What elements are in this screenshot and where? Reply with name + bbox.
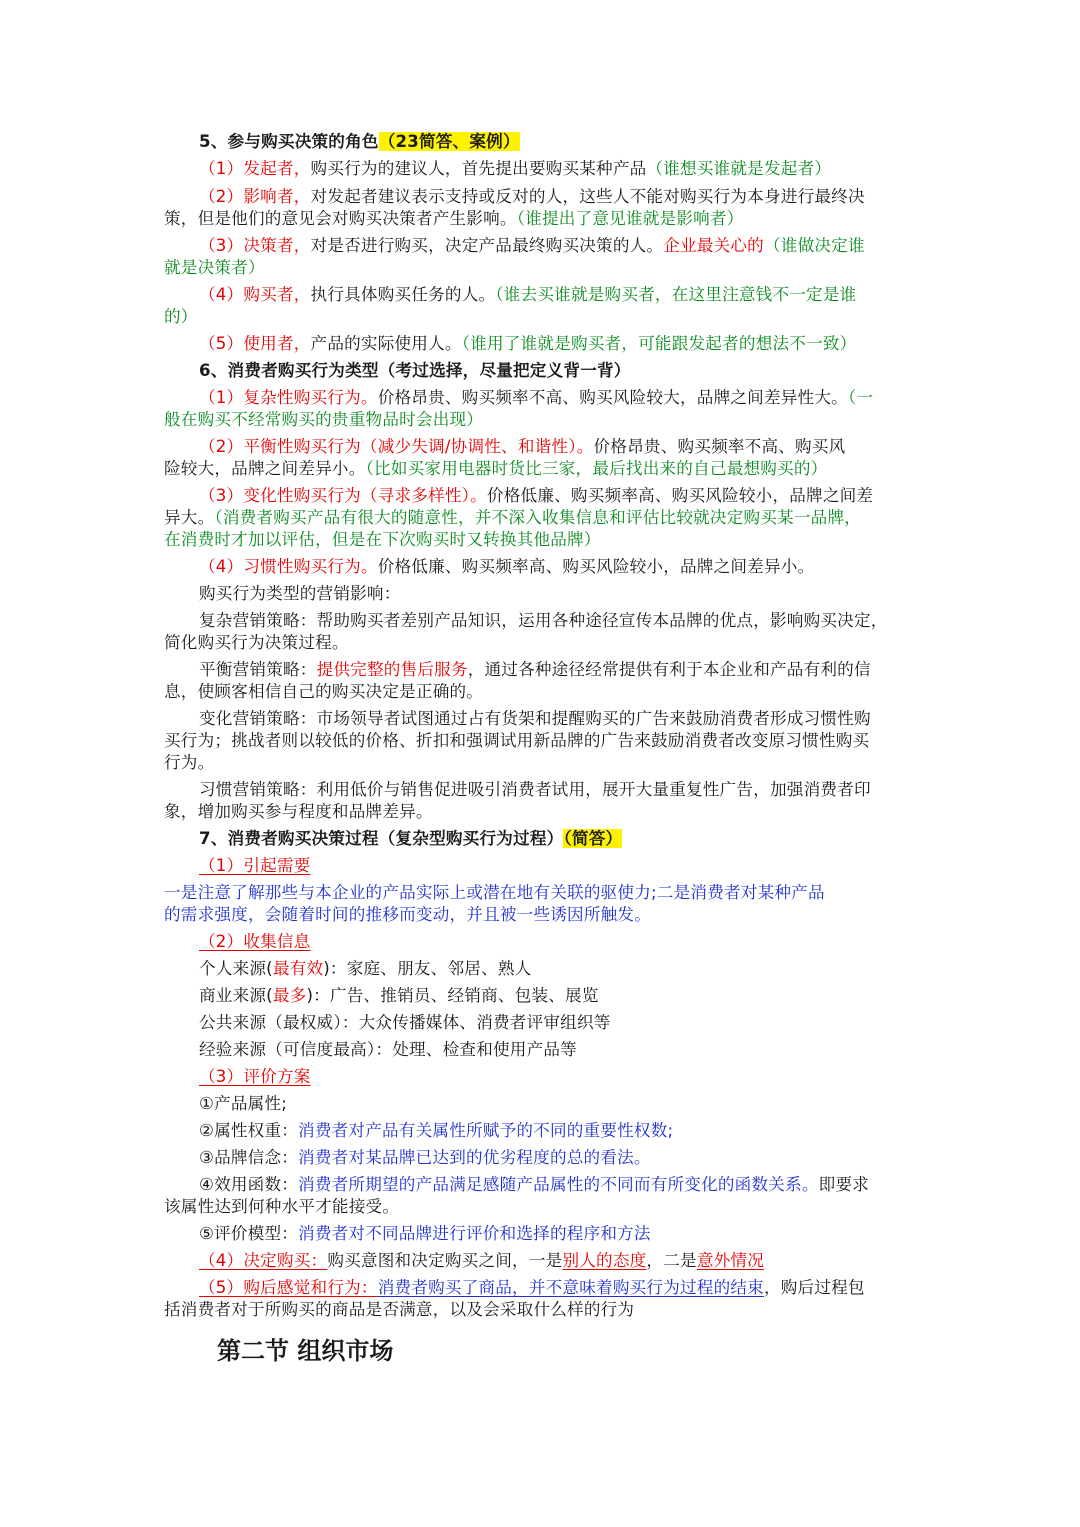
s6-strategy-variety-cont: 买行为；挑战者则以较低的价格、折扣和强调试用新品牌的广告来鼓励消费者改变原习惯性购买 [164, 731, 870, 750]
s7-source-public: 公共来源（最权威）：大众传播媒体、消费者评审组织等 [199, 1013, 611, 1032]
s7-eval-4-cont: 该属性达到何种水平才能接受。 [164, 1197, 400, 1216]
s5-heading [199, 131, 959, 153]
s7-source-personal: 个人来源(最有效)：家庭、朋友、邻居、熟人 [199, 959, 532, 978]
s5-title: 5、参与购买决策的角色 [199, 132, 379, 151]
s5-role-4: （4）购买者，执行具体购买任务的人。（谁去买谁就是购买者，在这里注意钱不一定是谁 [199, 285, 857, 304]
s5-role-4-cont: 的） [164, 307, 198, 326]
s7-step-5-cont: 括消费者对于所购买的商品是否满意，以及会采取什么样的行为 [164, 1300, 635, 1319]
s6-heading: 6、消费者购买行为类型（考过选择，尽量把定义背一背） [199, 361, 631, 380]
s7-heading: 7、消费者购买决策过程（复杂型购买行为过程）（简答） [199, 829, 623, 848]
s6-strategy-complex-cont: 简化购买行为决策过程。 [164, 633, 349, 652]
s6-influence-title: 购买行为类型的营销影响： [199, 584, 401, 603]
s6-strategy-balance-cont: 息，使顾客相信自己的购买决定是正确的。 [164, 682, 484, 701]
s7-eval-1: ①产品属性; [199, 1094, 288, 1113]
s5-role-1: （1）发起者，购买行为的建议人，首先提出要购买某种产品（谁想买谁就是发起者） [199, 159, 832, 178]
s6-type-2: （2）平衡性购买行为（减少失调/协调性、和谐性）。价格昂贵、购买频率不高、购买风 [199, 437, 846, 456]
s5-role-5: （5）使用者，产品的实际使用人。（谁用了谁就是购买者，可能跟发起者的想法不一致） [199, 334, 857, 353]
s7-step-4: （4）决定购买：购买意图和决定购买之间，一是别人的态度，二是意外情况 [199, 1251, 764, 1270]
s6-type-1-cont: 般在购买不经常购买的贵重物品时会出现） [164, 410, 484, 429]
s7-source-experience: 经验来源（可信度最高）：处理、检查和使用产品等 [199, 1040, 577, 1059]
s6-type-3-cont2: 在消费时才加以评估，但是在下次购买时又转换其他品牌） [164, 530, 601, 549]
s6-strategy-complex: 复杂营销策略：帮助购买者差别产品知识，运用各种途径宣传本品牌的优点，影响购买决定， [199, 611, 888, 630]
s5-tag: （23简答、案例） [378, 132, 520, 151]
s7-eval-4: ④效用函数：消费者所期望的产品满足感随产品属性的不同而有所变化的函数关系。即要求 [199, 1175, 870, 1194]
s5-role-2: （2）影响者，对发起者建议表示支持或反对的人，这些人不能对购买行为本身进行最终决 [199, 187, 865, 206]
s7-eval-5: ⑤评价模型：消费者对不同品牌进行评价和选择的程序和方法 [199, 1224, 651, 1243]
s7-step-1-text-cont: 的需求强度，会随着时间的推移而变动，并且被一些诱因所触发。 [164, 905, 652, 924]
s7-step-1-label: （1）引起需要 [199, 856, 311, 875]
section-title: 第二节 组织市场 [217, 1337, 394, 1365]
s7-source-commercial: 商业来源(最多)：广告、推销员、经销商、包装、展览 [199, 986, 599, 1005]
s6-strategy-habit: 习惯营销策略：利用低价与销售促进吸引消费者试用，展开大量重复性广告，加强消费者印 [199, 780, 871, 799]
s6-type-3: （3）变化性购买行为（寻求多样性）。价格低廉、购买频率高、购买风险较小，品牌之间差 [199, 486, 874, 505]
s6-type-3-cont: 异大。（消费者购买产品有很大的随意性，并不深入收集信息和评估比较就决定购买某一品牌， [164, 508, 862, 527]
s6-strategy-variety-cont2: 行为。 [164, 753, 215, 772]
s6-type-1: （1）复杂性购买行为。价格昂贵、购买频率不高、购买风险较大，品牌之间差异性大。（一 [199, 388, 874, 407]
s7-step-3-label: （3）评价方案 [199, 1067, 311, 1086]
s7-eval-3: ③品牌信念：消费者对某品牌已达到的优劣程度的总的看法。 [199, 1148, 651, 1167]
s7-step-2-label: （2）收集信息 [199, 932, 311, 951]
s6-type-4: （4）习惯性购买行为。价格低廉、购买频率高、购买风险较小，品牌之间差异小。 [199, 557, 815, 576]
s5-role-2-cont: 策，但是他们的意见会对购买决策者产生影响。（谁提出了意见谁就是影响者） [164, 209, 744, 228]
s6-strategy-habit-cont: 象，增加购买参与程度和品牌差异。 [164, 802, 433, 821]
s6-type-2-cont: 险较大，品牌之间差异小。（比如买家用电器时货比三家，最后找出来的自己最想购买的） [164, 459, 828, 478]
s7-step-1-text: 一是注意了解那些与本企业的产品实际上或潜在地有关联的驱使力;二是消费者对某种产品 [164, 883, 825, 902]
s7-eval-2: ②属性权重：消费者对产品有关属性所赋予的不同的重要性权数; [199, 1121, 674, 1140]
s6-strategy-variety: 变化营销策略：市场领导者试图通过占有货架和提醒购买的广告来鼓励消费者形成习惯性购 [199, 709, 871, 728]
s5-role-3: （3）决策者，对是否进行购买，决定产品最终购买决策的人。企业最关心的（谁做决定谁 [199, 236, 865, 255]
s5-role-3-cont: 就是决策者） [164, 258, 265, 277]
s7-tag: （简答） [563, 829, 623, 848]
s7-step-5: （5）购后感觉和行为：消费者购买了商品，并不意味着购买行为过程的结束，购后过程包 [199, 1278, 865, 1297]
s6-strategy-balance: 平衡营销策略：提供完整的售后服务，通过各种途径经常提供有利于本企业和产品有利的信 [199, 660, 871, 679]
